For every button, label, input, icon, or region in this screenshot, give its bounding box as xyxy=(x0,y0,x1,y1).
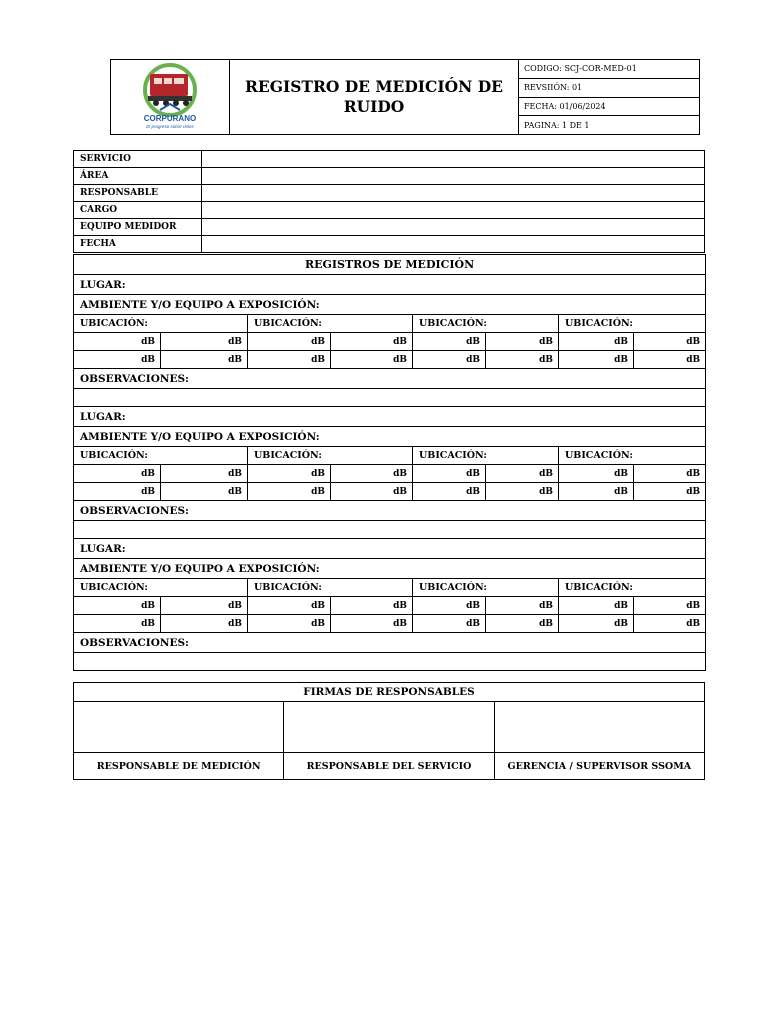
corpurano-logo xyxy=(130,60,210,130)
records-title: REGISTROS DE MEDICIÓN xyxy=(74,255,706,275)
field-value-responsable[interactable] xyxy=(202,185,705,202)
db-cell[interactable]: dB xyxy=(413,333,486,351)
observaciones-label: OBSERVACIONES: xyxy=(74,369,706,389)
document-title: REGISTRO DE MEDICIÓN DE RUIDO xyxy=(230,60,519,135)
db-cell[interactable]: dB xyxy=(559,597,634,615)
signatures-table xyxy=(73,682,705,780)
meta-pagina: PAGINA: 1 DE 1 xyxy=(519,116,700,135)
document-header xyxy=(110,59,700,135)
db-cell[interactable]: dB xyxy=(331,615,413,633)
db-cell[interactable]: dB xyxy=(74,333,161,351)
db-cell[interactable]: dB xyxy=(248,333,331,351)
db-cell[interactable]: dB xyxy=(331,483,413,501)
db-cell[interactable]: dB xyxy=(248,351,331,369)
db-cell[interactable]: dB xyxy=(413,465,486,483)
field-label-responsable: RESPONSABLE xyxy=(74,185,202,202)
signature-role-medicion: RESPONSABLE DE MEDICIÓN xyxy=(74,753,284,780)
records-table xyxy=(73,254,706,671)
ubicacion-label: UBICACIÓN: xyxy=(559,447,706,465)
meta-fecha: FECHA: 01/06/2024 xyxy=(519,97,700,116)
logo-name: CORPURANO xyxy=(143,114,197,123)
observaciones-label: OBSERVACIONES: xyxy=(74,633,706,653)
db-cell[interactable]: dB xyxy=(559,483,634,501)
logo-cell xyxy=(111,60,230,135)
logo-tagline: El progreso sobre rieles xyxy=(146,124,194,129)
signature-role-servicio: RESPONSABLE DEL SERVICIO xyxy=(284,753,494,780)
db-cell[interactable]: dB xyxy=(486,483,559,501)
db-cell[interactable]: dB xyxy=(634,465,706,483)
db-cell[interactable]: dB xyxy=(634,333,706,351)
meta-revision: REVSIIÓN: 01 xyxy=(519,78,700,97)
ubicacion-label: UBICACIÓN: xyxy=(413,579,559,597)
field-label-fecha: FECHA xyxy=(74,236,202,253)
db-cell[interactable]: dB xyxy=(413,483,486,501)
db-cell[interactable]: dB xyxy=(74,615,161,633)
db-cell[interactable]: dB xyxy=(634,351,706,369)
db-cell[interactable]: dB xyxy=(486,465,559,483)
db-cell[interactable]: dB xyxy=(248,597,331,615)
ubicacion-label: UBICACIÓN: xyxy=(248,579,413,597)
db-cell[interactable]: dB xyxy=(634,597,706,615)
db-cell[interactable]: dB xyxy=(634,615,706,633)
ubicacion-label: UBICACIÓN: xyxy=(248,447,413,465)
field-label-servicio: SERVICIO xyxy=(74,151,202,168)
field-value-area[interactable] xyxy=(202,168,705,185)
field-label-cargo: CARGO xyxy=(74,202,202,219)
db-cell[interactable]: dB xyxy=(413,351,486,369)
field-label-equipo-medidor: EQUIPO MEDIDOR xyxy=(74,219,202,236)
db-cell[interactable]: dB xyxy=(559,465,634,483)
ubicacion-label: UBICACIÓN: xyxy=(74,447,248,465)
db-cell[interactable]: dB xyxy=(161,465,248,483)
field-label-area: ÁREA xyxy=(74,168,202,185)
ubicacion-label: UBICACIÓN: xyxy=(413,315,559,333)
observaciones-field[interactable] xyxy=(74,653,706,671)
ubicacion-label: UBICACIÓN: xyxy=(413,447,559,465)
ubicacion-label: UBICACIÓN: xyxy=(559,315,706,333)
signature-role-gerencia: GERENCIA / SUPERVISOR SSOMA xyxy=(494,753,704,780)
signature-box-medicion[interactable] xyxy=(74,702,284,753)
meta-codigo: CODIGO: SCJ-COR-MED-01 xyxy=(519,60,700,79)
db-cell[interactable]: dB xyxy=(331,351,413,369)
lugar-label: LUGAR: xyxy=(74,275,706,295)
db-cell[interactable]: dB xyxy=(559,615,634,633)
db-cell[interactable]: dB xyxy=(413,597,486,615)
field-value-servicio[interactable] xyxy=(202,151,705,168)
db-cell[interactable]: dB xyxy=(486,597,559,615)
lugar-label: LUGAR: xyxy=(74,539,706,559)
db-cell[interactable]: dB xyxy=(486,351,559,369)
db-cell[interactable]: dB xyxy=(161,615,248,633)
db-cell[interactable]: dB xyxy=(634,483,706,501)
ubicacion-label: UBICACIÓN: xyxy=(74,315,248,333)
db-cell[interactable]: dB xyxy=(161,597,248,615)
ambiente-label: AMBIENTE Y/O EQUIPO A EXPOSICIÓN: xyxy=(74,427,706,447)
field-value-equipo-medidor[interactable] xyxy=(202,219,705,236)
db-cell[interactable]: dB xyxy=(248,483,331,501)
db-cell[interactable]: dB xyxy=(74,597,161,615)
ubicacion-label: UBICACIÓN: xyxy=(559,579,706,597)
db-cell[interactable]: dB xyxy=(486,333,559,351)
signature-box-servicio[interactable] xyxy=(284,702,494,753)
db-cell[interactable]: dB xyxy=(161,351,248,369)
observaciones-label: OBSERVACIONES: xyxy=(74,501,706,521)
observaciones-field[interactable] xyxy=(74,521,706,539)
db-cell[interactable]: dB xyxy=(331,597,413,615)
db-cell[interactable]: dB xyxy=(161,333,248,351)
db-cell[interactable]: dB xyxy=(248,615,331,633)
db-cell[interactable]: dB xyxy=(413,615,486,633)
lugar-label: LUGAR: xyxy=(74,407,706,427)
db-cell[interactable]: dB xyxy=(161,483,248,501)
signature-box-gerencia[interactable] xyxy=(494,702,704,753)
general-info-table xyxy=(73,150,705,253)
db-cell[interactable]: dB xyxy=(559,333,634,351)
db-cell[interactable]: dB xyxy=(331,333,413,351)
ubicacion-label: UBICACIÓN: xyxy=(248,315,413,333)
db-cell[interactable]: dB xyxy=(74,465,161,483)
field-value-cargo[interactable] xyxy=(202,202,705,219)
db-cell[interactable]: dB xyxy=(248,465,331,483)
field-value-fecha[interactable] xyxy=(202,236,705,253)
ambiente-label: AMBIENTE Y/O EQUIPO A EXPOSICIÓN: xyxy=(74,295,706,315)
db-cell[interactable]: dB xyxy=(486,615,559,633)
observaciones-field[interactable] xyxy=(74,389,706,407)
signatures-title: FIRMAS DE RESPONSABLES xyxy=(74,683,705,702)
db-cell[interactable]: dB xyxy=(74,483,161,501)
db-cell[interactable]: dB xyxy=(331,465,413,483)
db-cell[interactable]: dB xyxy=(74,351,161,369)
ubicacion-label: UBICACIÓN: xyxy=(74,579,248,597)
ambiente-label: AMBIENTE Y/O EQUIPO A EXPOSICIÓN: xyxy=(74,559,706,579)
db-cell[interactable]: dB xyxy=(559,351,634,369)
